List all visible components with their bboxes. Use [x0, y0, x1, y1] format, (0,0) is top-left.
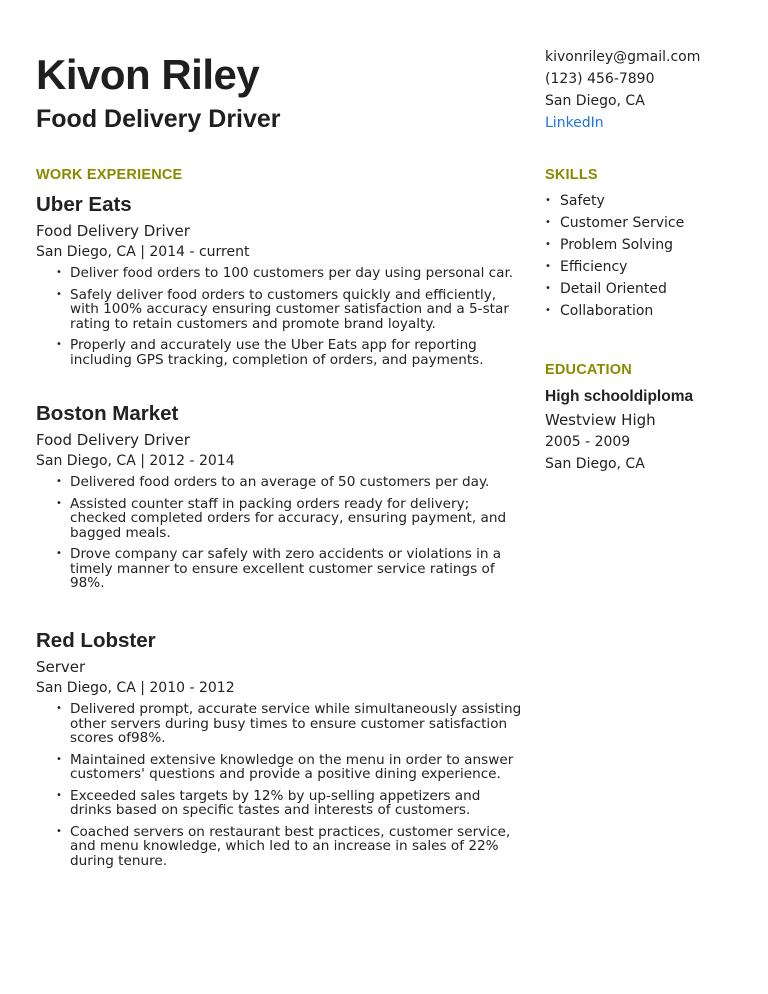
skill-item: • Efficiency	[545, 256, 684, 278]
job-role: Food Delivery Driver	[36, 431, 190, 449]
job-bullet: • Safely deliver food orders to customers quickly and efficiently, with 100% accuracy ensuring customer satisfaction and a 5-star rating to retain customers and promote brand loyalty.	[56, 286, 509, 332]
job-company: Uber Eats	[36, 193, 132, 216]
contact-block	[545, 46, 700, 134]
job-bullet: • Assisted counter staff in packing orders ready for delivery; checked completed orders for accuracy, ensuring payment, and bagged meals.	[56, 495, 507, 541]
bullet-icon: •	[56, 497, 62, 509]
education-school: Westview High	[545, 411, 656, 429]
job-bullet: • Properly and accurately use the Uber Eats app for reporting including GPS tracking, completion of orders, and payments.	[56, 337, 484, 368]
job-entry	[36, 628, 526, 875]
contact-phone: (123) 456-7890	[545, 71, 655, 87]
job-entry	[36, 401, 526, 598]
job-role: Food Delivery Driver	[36, 222, 190, 240]
skills-list	[545, 190, 684, 322]
contact-location: San Diego, CA	[545, 93, 645, 109]
skills-heading: SKILLS	[545, 167, 598, 183]
job-location-dates: San Diego, CA | 2010 - 2012	[36, 680, 235, 696]
bullet-icon: •	[56, 825, 62, 837]
bullet-icon: •	[56, 288, 62, 300]
bullet-icon: •	[56, 789, 62, 801]
job-bullet: • Exceeded sales targets by 12% by up-selling appetizers and drinks based on specific tastes and interests of customers.	[56, 787, 481, 818]
job-bullets	[36, 266, 526, 367]
education-years: 2005 - 2009	[545, 434, 631, 450]
linkedin-link[interactable]: LinkedIn	[545, 115, 604, 131]
skill-item: • Customer Service	[545, 212, 684, 234]
bullet-icon: •	[545, 239, 551, 250]
job-company: Boston Market	[36, 402, 179, 425]
bullet-icon: •	[56, 548, 62, 559]
skill-item: • Problem Solving	[545, 234, 684, 256]
education-heading: EDUCATION	[545, 362, 632, 378]
job-bullet: • Drove company car safely with zero accidents or violations in a timely manner to ensure excellent customer service ratings of 98%.	[56, 546, 502, 591]
job-bullets	[36, 702, 526, 868]
job-company: Red Lobster	[36, 629, 156, 652]
job-bullet: • Maintained extensive knowledge on the menu in order to answer customers' questions and provide a positive dining experience.	[56, 751, 514, 782]
candidate-name: Kivon Riley	[36, 51, 260, 98]
contact-email[interactable]: kivonriley@gmail.com	[545, 49, 701, 65]
bullet-icon: •	[545, 305, 551, 316]
bullet-icon: •	[56, 339, 62, 350]
bullet-icon: •	[56, 476, 62, 487]
education-block	[545, 385, 693, 475]
job-location-dates: San Diego, CA | 2014 - current	[36, 244, 250, 260]
candidate-title: Food Delivery Driver	[36, 105, 281, 133]
bullet-icon: •	[545, 195, 551, 206]
job-bullet: • Deliver food orders to 100 customers per day using personal car.	[56, 265, 514, 281]
job-entry	[36, 192, 526, 374]
bullet-icon: •	[56, 267, 62, 278]
job-bullets	[36, 475, 526, 591]
job-bullet: • Delivered prompt, accurate service while simultaneously assisting other servers during busy times to ensure customer satisfaction scores of98%.	[56, 701, 522, 746]
bullet-icon: •	[545, 283, 551, 294]
job-role: Server	[36, 658, 86, 676]
education-location: San Diego, CA	[545, 456, 645, 472]
education-degree: High schooldiploma	[545, 388, 694, 405]
job-bullet: • Coached servers on restaurant best practices, customer service, and menu knowledge, which led to an increase in sales of 22% during tenure.	[56, 823, 511, 869]
bullet-icon: •	[545, 217, 551, 228]
bullet-icon: •	[56, 753, 62, 765]
bullet-icon: •	[545, 261, 551, 272]
skill-item: • Safety	[545, 190, 684, 212]
work-experience-heading: WORK EXPERIENCE	[36, 167, 183, 183]
job-bullet: • Delivered food orders to an average of 50 customers per day.	[56, 474, 490, 490]
skill-item: • Detail Oriented	[545, 278, 684, 300]
job-location-dates: San Diego, CA | 2012 - 2014	[36, 453, 235, 469]
bullet-icon: •	[56, 703, 62, 714]
skill-item: • Collaboration	[545, 300, 684, 322]
